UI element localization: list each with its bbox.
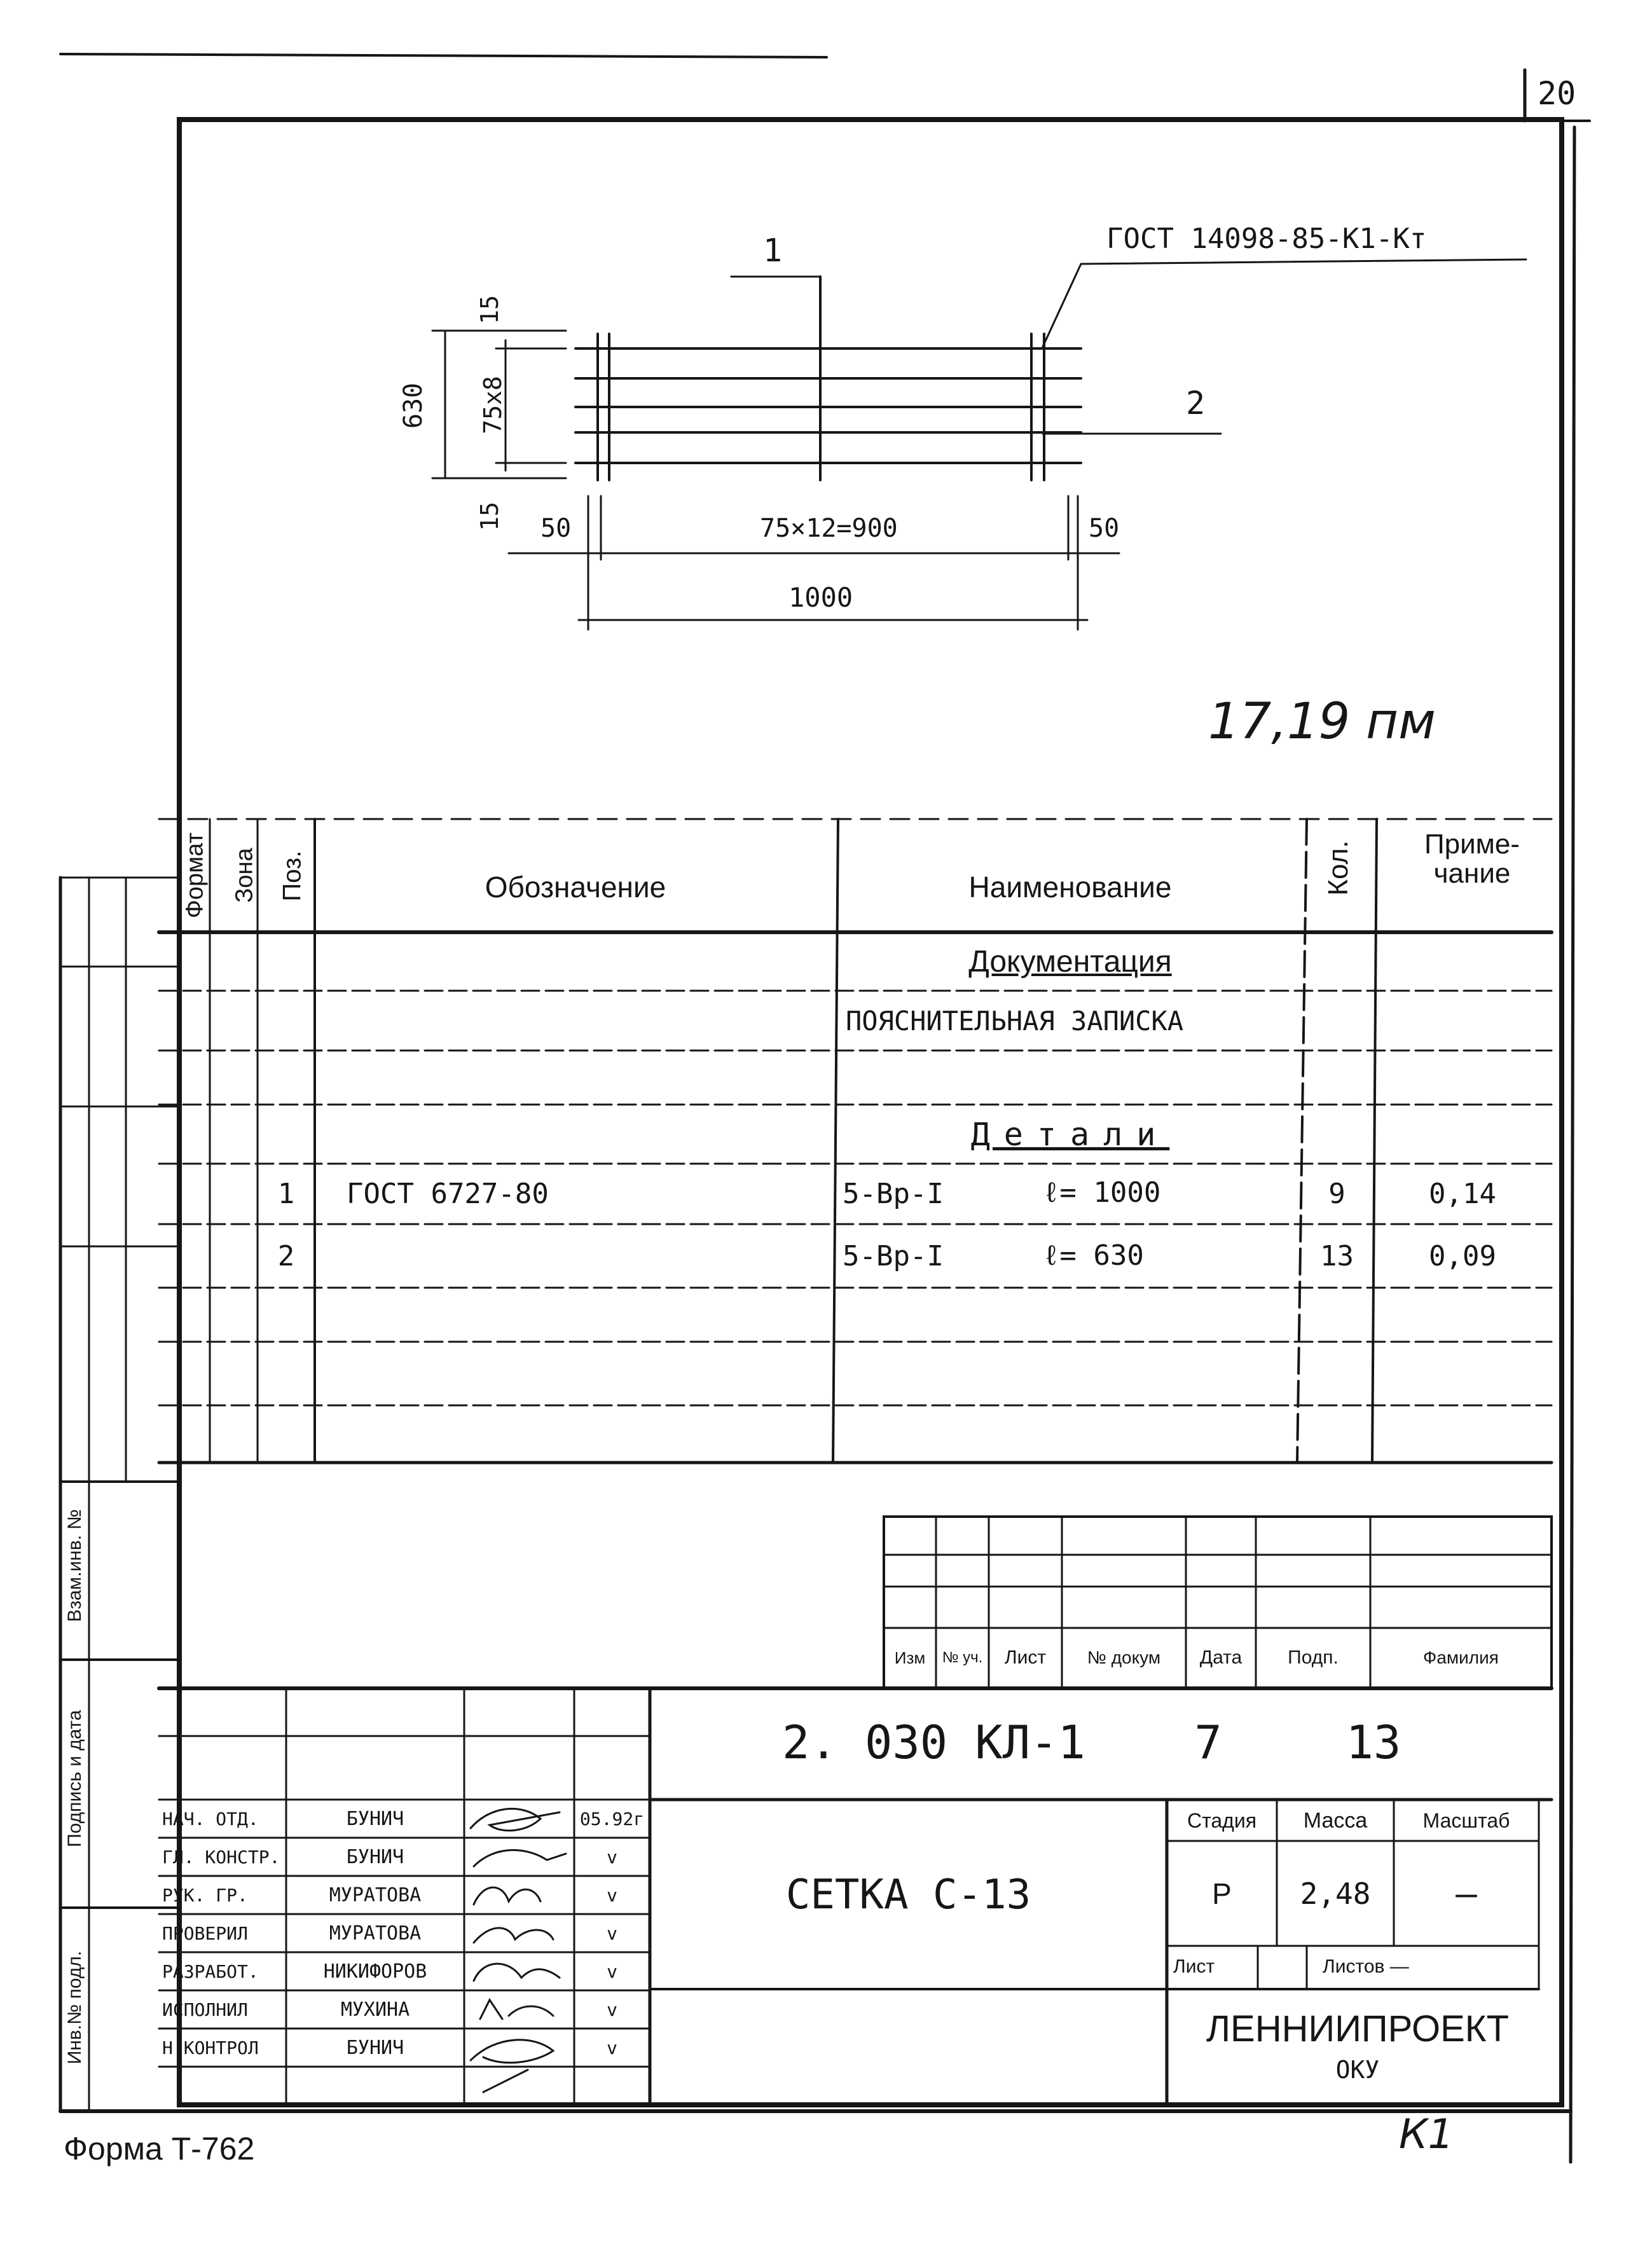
frame-shadow-line bbox=[1571, 127, 1574, 2162]
sig-role: ПРОВЕРИЛ bbox=[162, 1923, 248, 1944]
rev-header-no: № уч. bbox=[942, 1649, 983, 1666]
side-replaces-inv: Взам.инв. № bbox=[64, 1509, 85, 1622]
top-edge-line bbox=[60, 54, 827, 57]
row-2-designation bbox=[347, 1226, 830, 1286]
section-documentation: Документация bbox=[968, 945, 1172, 979]
drawing-title: СЕТКА С-13 bbox=[785, 1871, 1031, 1919]
side-sign-date: Подпись и дата bbox=[64, 1710, 85, 1847]
sig-name: БУНИЧ bbox=[346, 1808, 404, 1830]
side-inv-no-orig: Инв.№ подл. bbox=[64, 1950, 85, 2065]
dim-right-overhang: 50 bbox=[1089, 514, 1120, 543]
rev-header-doc-no: № докум bbox=[1087, 1648, 1161, 1667]
handwritten-length-note: 17,19 пм bbox=[1208, 693, 1436, 750]
department-name: ОКУ bbox=[1335, 2056, 1380, 2084]
sig-role: ГЛ. КОНСТР. bbox=[162, 1847, 280, 1868]
sig-role: Н.КОНТРОЛ bbox=[162, 2037, 259, 2058]
header-note: Приме- чание bbox=[1424, 829, 1520, 889]
form-label: Форма Т-762 bbox=[64, 2131, 255, 2167]
row-2-length: ℓ= 630 bbox=[1043, 1239, 1144, 1272]
sig-role: РУК. ГР. bbox=[162, 1885, 248, 1906]
row-2-name: 5-Вр-I bbox=[843, 1240, 944, 1272]
page-number: 20 bbox=[1538, 75, 1576, 112]
sig-role: РАЗРАБОТ. bbox=[162, 1961, 259, 1982]
mass-label: Масса bbox=[1303, 1808, 1368, 1833]
sig-date: v bbox=[607, 2037, 617, 2058]
sig-name: БУНИЧ bbox=[346, 2037, 404, 2059]
header-format: Формат bbox=[181, 832, 209, 918]
sig-name: МУХИНА bbox=[340, 1999, 410, 2021]
dim-top-margin: 15 bbox=[476, 295, 504, 324]
rev-header-sheet: Лист bbox=[1004, 1647, 1047, 1668]
row-1-pos: 1 bbox=[277, 1177, 295, 1210]
doc-code: 2. 030 КЛ-1 bbox=[782, 1716, 1085, 1769]
explanatory-note-row: ПОЯСНИТЕЛЬНАЯ ЗАПИСКА bbox=[846, 1005, 1184, 1037]
sheet-code-b: 13 bbox=[1346, 1716, 1401, 1769]
row-1-note: 0,14 bbox=[1429, 1177, 1496, 1210]
sig-role: НАЧ. ОТД. bbox=[162, 1809, 259, 1829]
rev-header-change: Изм bbox=[894, 1648, 926, 1667]
organization-name: ЛЕННИИПРОЕКТ bbox=[1206, 2008, 1509, 2050]
rev-header-sign: Подп. bbox=[1288, 1647, 1339, 1668]
sig-date: v bbox=[607, 1847, 617, 1868]
row-1-length: ℓ= 1000 bbox=[1043, 1176, 1161, 1209]
mesh-drawing bbox=[432, 259, 1526, 630]
header-zone: Зона bbox=[231, 848, 258, 903]
dim-total-length: 1000 bbox=[788, 582, 853, 613]
row-1-designation: ГОСТ 6727-80 bbox=[347, 1177, 549, 1210]
position-1-label: 1 bbox=[763, 232, 783, 269]
row-2-pos: 2 bbox=[277, 1240, 295, 1272]
scale-label: Масштаб bbox=[1422, 1809, 1510, 1832]
sig-name: МУРАТОВА bbox=[329, 1922, 422, 1945]
row-2-qty: 13 bbox=[1320, 1240, 1354, 1272]
mass-value: 2,48 bbox=[1300, 1877, 1371, 1911]
sheet-label: Лист bbox=[1173, 1956, 1215, 1977]
header-qty: Кол. bbox=[1323, 840, 1354, 896]
header-pos: Поз. bbox=[278, 850, 306, 902]
sig-name: НИКИФОРОВ bbox=[323, 1960, 427, 1983]
sig-date: v bbox=[607, 1923, 617, 1944]
stage-value: Р bbox=[1212, 1877, 1232, 1910]
stamp-k1: К1 bbox=[1399, 2111, 1454, 2158]
header-designation: Обозначение bbox=[485, 871, 666, 904]
sig-name: БУНИЧ bbox=[346, 1846, 404, 1868]
section-parts: Детали bbox=[970, 1116, 1170, 1153]
sheets-label: Листов — bbox=[1323, 1956, 1409, 1977]
sig-date: v bbox=[607, 1999, 617, 2020]
dim-overall-height: 630 bbox=[399, 382, 428, 429]
sig-date: v bbox=[607, 1885, 617, 1906]
rev-header-surname: Фамилия bbox=[1423, 1648, 1499, 1667]
sig-date: v bbox=[607, 1961, 617, 1982]
sheet-code-a: 7 bbox=[1194, 1716, 1222, 1769]
stage-label: Стадия bbox=[1187, 1809, 1257, 1832]
dim-bottom-margin: 15 bbox=[476, 502, 504, 531]
rev-header-date: Дата bbox=[1199, 1647, 1242, 1668]
scale-value: — bbox=[1456, 1873, 1477, 1915]
sig-name: МУРАТОВА bbox=[329, 1884, 422, 1906]
sig-date: 05.92г bbox=[579, 1809, 645, 1829]
row-1-name: 5-Вр-I bbox=[843, 1177, 944, 1210]
row-1-qty: 9 bbox=[1328, 1177, 1346, 1210]
row-2-note: 0,09 bbox=[1429, 1240, 1496, 1272]
sig-role: ИСПОЛНИЛ bbox=[162, 1999, 248, 2020]
leader-standard-label: ГОСТ 14098-85-К1-Кт bbox=[1106, 223, 1427, 255]
position-2-label: 2 bbox=[1186, 385, 1206, 422]
dim-pitch-horizontal: 75×12=900 bbox=[760, 514, 898, 543]
dim-left-overhang: 50 bbox=[540, 514, 572, 543]
dim-pitch-vertical: 75х8 bbox=[479, 376, 507, 434]
header-name: Наименование bbox=[968, 871, 1172, 904]
